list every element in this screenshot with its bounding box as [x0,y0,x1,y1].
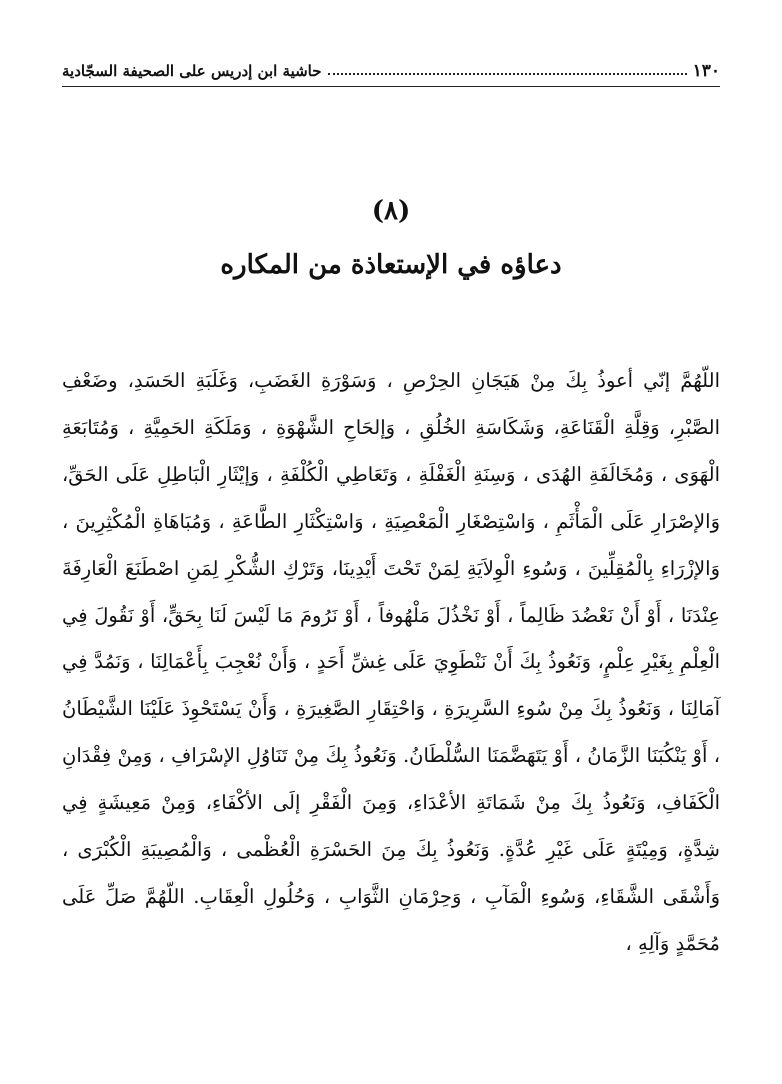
running-header [62,58,720,84]
chapter-number: (٨) [371,196,411,226]
page-number: ١٣٠ [692,61,720,81]
header-rule [62,86,720,87]
header-dot-leader [328,71,687,75]
prayer-text: اللّهُمَّ إنّي أعوذُ بِكَ مِنْ هَيَجَانِ الحِرْصِ ، وَسَوْرَةِ الغَضَبِ، وَغَلَبَةِ الحَسَدِ، وضَعْفِ الصَّبْرِ، وَقِلَّةِ الْقَنَاعَةِ، وَشَكَاسَةِ الخُلُقِ ، وَإلحَاحِ الشَّهْوَةِ ، وَمَلَكَةِ الحَمِيَّةِ ، وَمُتَابَعَةِ الْهَوَى ، وَمُخَالَفَةِ الهُدَى ، وَسِنَةِ الْغَفْلَةِ ، وَتَعَاطِي الْكُلْفَةِ ، وَإيْثَارِ الْبَاطِلِ عَلَى الحَقِّ، وَالإصْرَارِ عَلَى الْمَأْثَمِ ، وَاسْتِصْغَارِ الْمَعْصِيَةِ ، وَاسْتِكْثَارِ الطَّاعَةِ ، وَمُبَاهَاةِ الْمُكْثِرِينَ ، وَالإزْرَاءِ بِالْمُقِلِّينَ ، وَسُوءِ الْوِلاَيَةِ لِمَنْ تَحْتَ أَيْدِينَا، وَتَرْكِ الشُّكْرِ لِمَنِ اصْطَنَعَ الْعَارِفَةَ عِنْدَنَا ، أَوْ أَنْ نَعْضُدَ ظَالِماً ، أَوْ نَخْذُلَ مَلْهُوفاً ، أَوْ نَرُومَ مَا لَيْسَ لَنَا بِحَقٍّ، أَوْ نَقُولَ فِي الْعِلْمِ بِغَيْرِ عِلْمٍ، وَنَعُوذُ بِكَ أَنْ نَنْطَوِيَ عَلَى غِشِّ أَحَدٍ ، وَأَنْ نُعْجِبَ بِأَعْمَالِنَا ، وَنَمُدَّ فِي آمَالِنَا ، وَنَعُوذُ بِكَ مِنْ سُوءِ السَّرِيرَةِ ، وَاحْتِقَارِ الصَّغِيرَةِ ، وَأَنْ يَسْتَحْوِذَ عَلَيْنَا الشَّيْطَانُ ، أَوْ يَنْكُبَنَا الزَّمَانُ ، أَوْ يَتَهَضَّمَنَا السُّلْطَانُ. وَنَعُوذُ بِكَ مِنْ تَنَاوُلِ الإسْرَافِ ، وَمِنْ فِقْدَانِ الْكَفَافِ، وَنَعُوذُ بِكَ مِنْ شَمَاتَةِ الأعْدَاءِ، وَمِنَ الْفَقْرِ إلَى الأكْفَاءِ، وَمِنْ مَعِيشَةٍ فِي شِدَّةٍ، وَمِيْتَةٍ عَلَى غَيْرِ عُدَّةٍ. وَنَعُوذُ بِكَ مِنَ الحَسْرَةِ الْعُظْمى ، وَالْمُصِيبَةِ الْكُبْرَى ، وَأَشْقَى الشَّقَاءِ، وَسُوءِ الْمَآبِ ، وَحِرْمَانِ الثَّوَابِ ، وَحُلُولِ الْعِقَابِ. اللّهُمَّ صَلِّ عَلَى مُحَمَّدٍ وَآلِهِ ، [62,369,720,955]
running-title: حاشية ابن إدريس على الصحيفة السجّادية [62,62,322,80]
chapter-title: دعاؤه في الإستعاذة من المكاره [220,250,562,280]
